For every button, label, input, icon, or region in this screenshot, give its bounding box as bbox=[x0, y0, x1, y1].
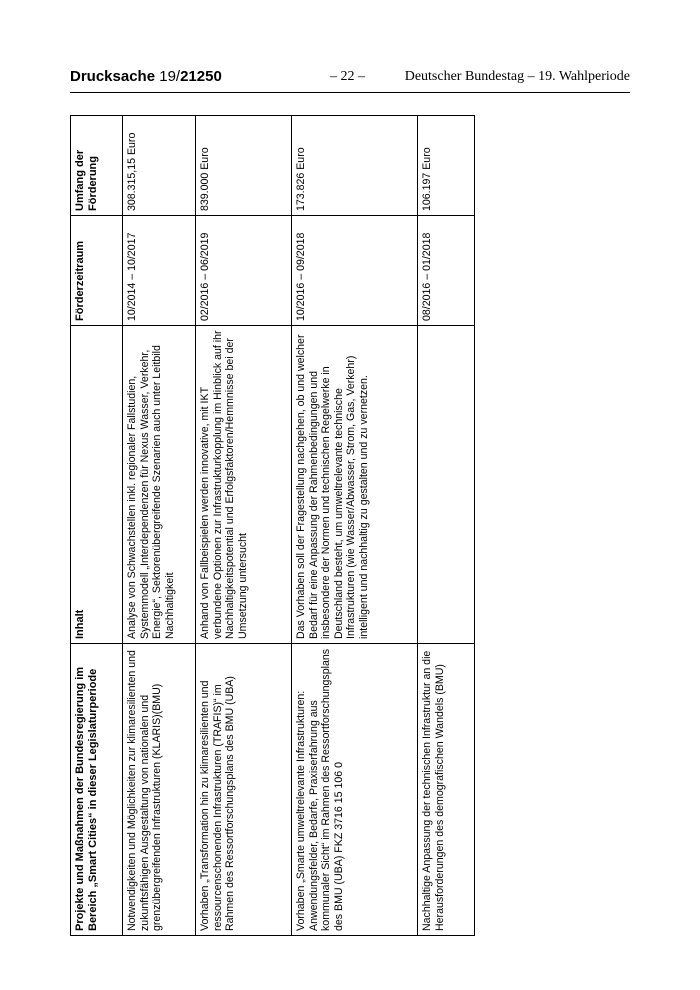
column-header-period: Förderzeitraum bbox=[71, 216, 123, 326]
project-cell: Notwendigkeiten und Möglichkeiten zur klimaresilienten und zukunftsfähigen Ausgestaltung von nationalen und grenzübergreifenden Infrastrukturen (KLARIS)(BMU) bbox=[123, 644, 196, 936]
document-number bbox=[70, 68, 222, 85]
table-row bbox=[196, 116, 292, 936]
content-cell: Anhand von Fallbeispielen werden innovative, mit IKT verbundene Optionen zur Infrastrukturkopplung im Hinblick auf ihr Nachhaltigkeitspotential und Erfolgsfaktoren/Hemmnisse bei der Umsetzung untersucht bbox=[196, 326, 292, 644]
amount-cell: 173.826 Euro bbox=[292, 116, 418, 216]
table-row bbox=[418, 116, 475, 936]
column-header-amount: Umfang der Förderung bbox=[71, 116, 123, 216]
page-header bbox=[70, 64, 630, 93]
amount-cell: 308.315,15 Euro bbox=[123, 116, 196, 216]
period-cell: 10/2014 – 10/2017 bbox=[123, 216, 196, 326]
doc-number: 21250 bbox=[180, 68, 222, 85]
table-header-row bbox=[71, 116, 123, 936]
page-number: – 22 – bbox=[330, 69, 365, 84]
amount-cell: 106.197 Euro bbox=[418, 116, 475, 216]
period-cell: 08/2016 – 01/2018 bbox=[418, 216, 475, 326]
project-cell: Nachhaltige Anpassung der technischen Infrastruktur an die Herausforderungen des demografischen Wandels (BMU) bbox=[418, 644, 475, 936]
rotated-table-container bbox=[70, 116, 474, 936]
content-cell bbox=[418, 326, 475, 644]
table-row bbox=[123, 116, 196, 936]
column-header-content: Inhalt bbox=[71, 326, 123, 644]
parliament-period: Deutscher Bundestag – 19. Wahlperiode bbox=[404, 69, 630, 84]
content-cell: Das Vorhaben soll der Fragestellung nachgehen, ob und welcher Bedarf für eine Anpassung der Rahmenbedingungen und insbesondere der Normen und technischen Regelwerke in Deutschland besteht, um umweltrelevante technische Infrastrukturen (wie Wasser/Abwasser, Strom, Gas, Verkehr) intelligent und nachhaltig zu gestalten und zu vernetzen. bbox=[292, 326, 418, 644]
period-cell: 02/2016 – 06/2019 bbox=[196, 216, 292, 326]
doc-label: Drucksache bbox=[70, 68, 156, 85]
project-cell: Vorhaben „Transformation hin zu klimaresilienten und ressourcenschonenden Infrastrukturen (TRAFIS)“ im Rahmen des Ressortforschungsplans des BMU (UBA) bbox=[196, 644, 292, 936]
table-row bbox=[292, 116, 418, 936]
content-cell: Analyse von Schwachstellen inkl. regionaler Fallstudien, Systemmodell „Interdependenzen für Nexus Wasser, Verkehr, Energie“, Sektorenübergreifende Szenarien auch unter Leitbild Nachhaltigkeit bbox=[123, 326, 196, 644]
projects-table bbox=[70, 115, 475, 936]
amount-cell: 839.000 Euro bbox=[196, 116, 292, 216]
doc-number-prefix: 19/ bbox=[159, 68, 181, 85]
project-cell: Vorhaben „Smarte umweltrelevante Infrastrukturen: Anwendungsfelder, Bedarfe, Praxiserfahrung aus kommunaler Sicht“ im Rahmen des Ressortforschungsplans des BMU (UBA) FKZ 3716 15 106 0 bbox=[292, 644, 418, 936]
column-header-projects: Projekte und Maßnahmen der Bundesregierung im Bereich „Smart Cities“ in dieser Legislaturperiode bbox=[71, 644, 123, 936]
period-cell: 10/2016 – 09/2018 bbox=[292, 216, 418, 326]
